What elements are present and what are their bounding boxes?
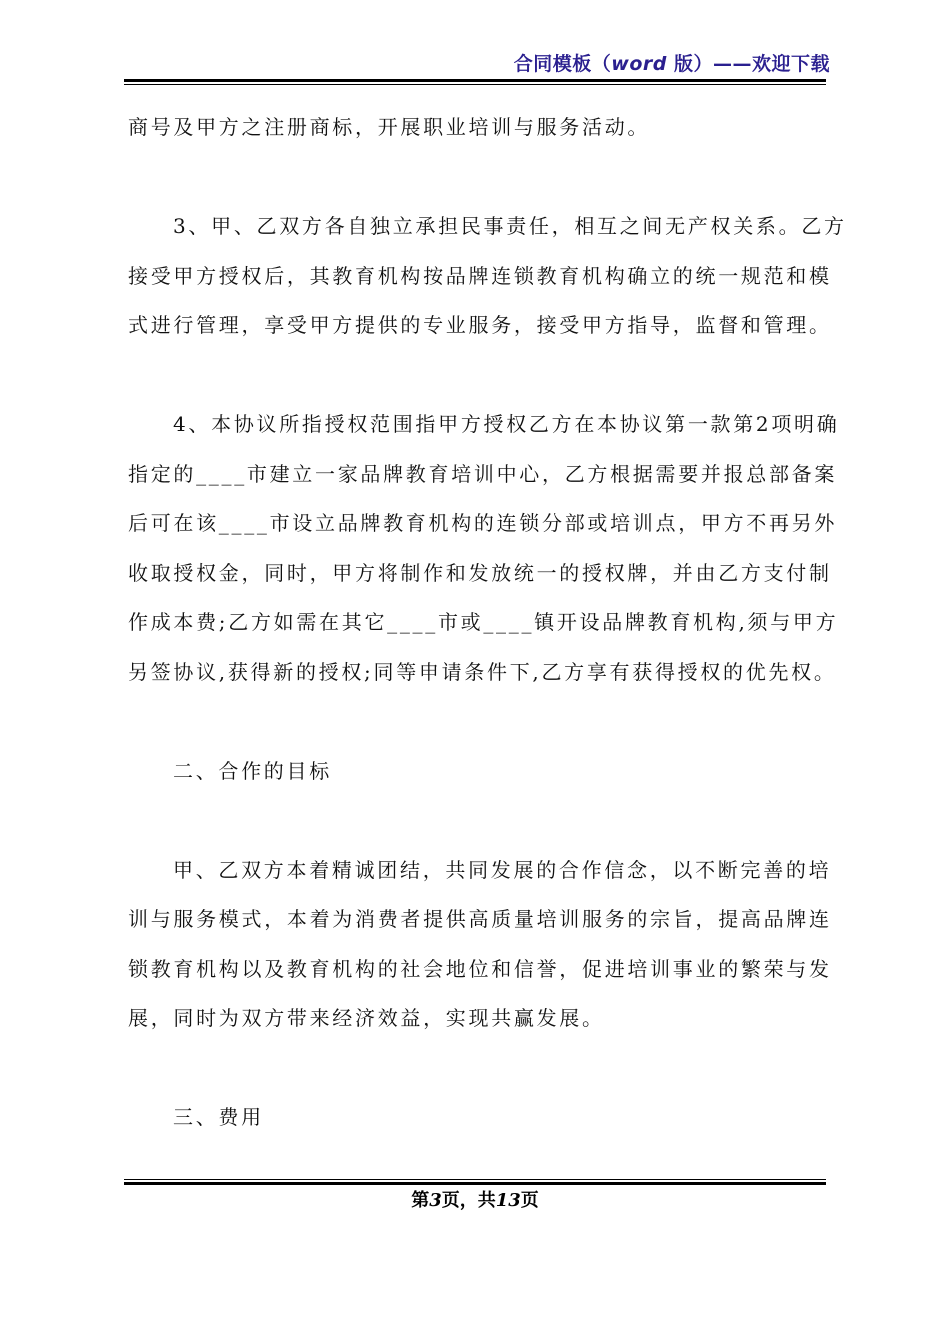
document-body [128, 103, 847, 1143]
paragraph-line: 式进行管理，享受甲方提供的专业服务，接受甲方指导，监督和管理。 [128, 313, 832, 337]
paragraph-line: 4、本协议所指授权范围指甲方授权乙方在本协议第一款第2项明确 [173, 412, 840, 436]
paragraph-line: 甲、乙双方本着精诚团结，共同发展的合作信念，以不断完善的培 [173, 857, 832, 882]
page-number-current: 3 [429, 1190, 442, 1211]
page-number-prefix: 第 [411, 1190, 430, 1211]
paragraph-line: 3、甲、乙双方各自独立承担民事责任，相互之间无产权关系。乙方 [173, 214, 847, 238]
paragraph-line: 锁教育机构以及教育机构的社会地位和信誉，促进培训事业的繁荣与发 [128, 956, 832, 981]
paragraph-gap [128, 153, 828, 203]
paragraph-gap [128, 1044, 828, 1094]
footer-rule-thin [124, 1179, 826, 1180]
header-title-suffix: 版）——欢迎下载 [666, 53, 830, 75]
paragraph-line: 作成本费;乙方如需在其它____市或____镇开设品牌教育机构,须与甲方 [128, 610, 839, 634]
header-title-word: word [611, 53, 667, 75]
section-heading: 二、合作的目标 [173, 758, 332, 783]
paragraph-line: 训与服务模式，本着为消费者提供高质量培训服务的宗旨，提高品牌连 [128, 907, 832, 931]
page-number-suffix: 页 [520, 1190, 539, 1211]
paragraph-gap [128, 796, 828, 846]
header-title-prefix: 合同模板（ [513, 53, 612, 75]
paragraph-line: 展，同时为双方带来经济效益，实现共赢发展。 [128, 1006, 605, 1030]
paragraph-line: 收取授权金，同时，甲方将制作和发放统一的授权牌，并由乙方支付制 [128, 560, 832, 585]
paragraph-line: 商号及甲方之注册商标，开展职业培训与服务活动。 [128, 115, 651, 139]
document-header-title [514, 49, 830, 76]
header-rule-thin [124, 84, 826, 85]
footer-rule-thick [124, 1182, 826, 1185]
paragraph-line: 后可在该____市设立品牌教育机构的连锁分部或培训点，甲方不再另外 [128, 511, 838, 535]
paragraph-line: 指定的____市建立一家品牌教育培训中心，乙方根据需要并报总部备案 [128, 461, 838, 486]
page-number [0, 1186, 950, 1212]
paragraph-gap [128, 351, 828, 401]
page-number-total: 13 [495, 1190, 521, 1211]
section-heading: 三、费用 [173, 1105, 264, 1129]
paragraph-line: 另签协议,获得新的授权;同等申请条件下,乙方享有获得授权的优先权。 [128, 659, 837, 684]
paragraph-gap [128, 697, 828, 747]
paragraph-line: 接受甲方授权后，其教育机构按品牌连锁教育机构确立的统一规范和模 [128, 263, 832, 288]
page-number-middle: 页，共 [441, 1190, 496, 1211]
header-rule-thick [124, 79, 826, 82]
